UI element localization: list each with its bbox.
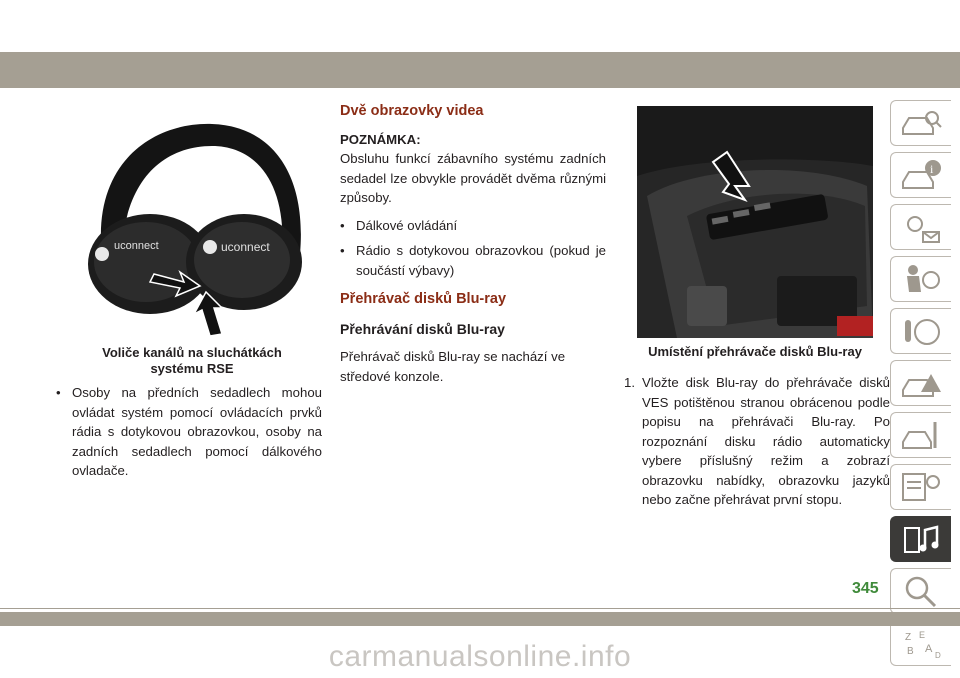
tab-car-search[interactable] — [890, 100, 951, 146]
header-band — [0, 52, 960, 88]
tab-warning-lights[interactable] — [890, 204, 951, 250]
right-text — [624, 373, 890, 510]
left-text — [56, 383, 322, 481]
list-item: • Osoby na předních sedadlech mohou ovládat systém pomocí ovládacích prvků rádia s dotykovou obrazovkou, osoby na zadních sedadlech pomocí dálkového ovladače. — [56, 385, 322, 478]
tab-multimedia[interactable] — [890, 516, 951, 562]
footer-line — [0, 608, 960, 609]
svg-text:Z: Z — [905, 632, 912, 643]
car-search-icon — [899, 106, 943, 140]
console-caption: Umístění přehrávače disků Blu-ray — [648, 344, 862, 359]
headphones-caption: Voliče kanálů na sluchátkách systému RSE — [102, 345, 282, 376]
subheading: Přehrávání disků Blu-ray — [340, 320, 505, 337]
list-item: • Dálkové ovládání — [340, 217, 458, 233]
svg-text:B: B — [907, 646, 914, 657]
seat-airbag-icon — [899, 262, 943, 296]
headphones-image — [62, 104, 322, 344]
car-info-icon — [899, 158, 943, 192]
tab-car-info[interactable] — [890, 152, 951, 198]
svg-text:A: A — [925, 643, 933, 655]
search-icon — [899, 574, 943, 608]
svg-text:D: D — [935, 651, 941, 660]
chapter-tabs — [890, 100, 952, 672]
tab-steering-key[interactable] — [890, 308, 951, 354]
section-heading: Přehrávač disků Blu-ray — [340, 291, 507, 307]
watermark: carmanualsonline.info — [328, 640, 632, 673]
warning-lights-icon — [899, 210, 943, 244]
console-image — [637, 106, 873, 338]
paragraph: Přehrávač disků Blu-ray se nachází ve středové konzole. — [340, 349, 566, 384]
section-heading: Dvě obrazovky videa — [340, 103, 484, 119]
footer-band — [0, 612, 960, 626]
tab-tools-car[interactable] — [890, 412, 951, 458]
list-item: 1. Vložte disk Blu-ray do přehrávače disků VES potištěnou stranou obrácenou podle popisu na přehrávači Blu-ray. Po rozpoznání disku rádio automaticky vybere příslušný režim a zobrazí obrazovku nabídky, obrazovku jazyků nebo začne přehrávat první stopu. — [624, 375, 890, 507]
page-number: 345 — [852, 580, 879, 597]
svg-text:i: i — [930, 162, 934, 176]
tab-seat-airbag[interactable] — [890, 256, 951, 302]
settings-list-icon — [899, 470, 943, 504]
tab-settings-list[interactable] — [890, 464, 951, 510]
car-hazard-icon — [899, 366, 943, 400]
middle-text — [340, 102, 606, 386]
note-label: POZNÁMKA: — [340, 131, 421, 147]
steering-key-icon — [899, 314, 943, 348]
list-item: • Rádio s dotykovou obrazovkou (pokud je součástí výbavy) — [340, 243, 606, 278]
note-text: Obsluhu funkcí zábavního systému zadních sedadel lze obvykle provádět dvěma různými způsoby. — [340, 151, 606, 205]
headphones-logo-left: uconnect — [114, 240, 159, 252]
multimedia-icon — [899, 522, 943, 556]
svg-text:E: E — [919, 630, 926, 640]
headphones-logo-right: uconnect — [221, 240, 270, 254]
tab-car-hazard[interactable] — [890, 360, 951, 406]
tools-car-icon — [899, 418, 943, 452]
